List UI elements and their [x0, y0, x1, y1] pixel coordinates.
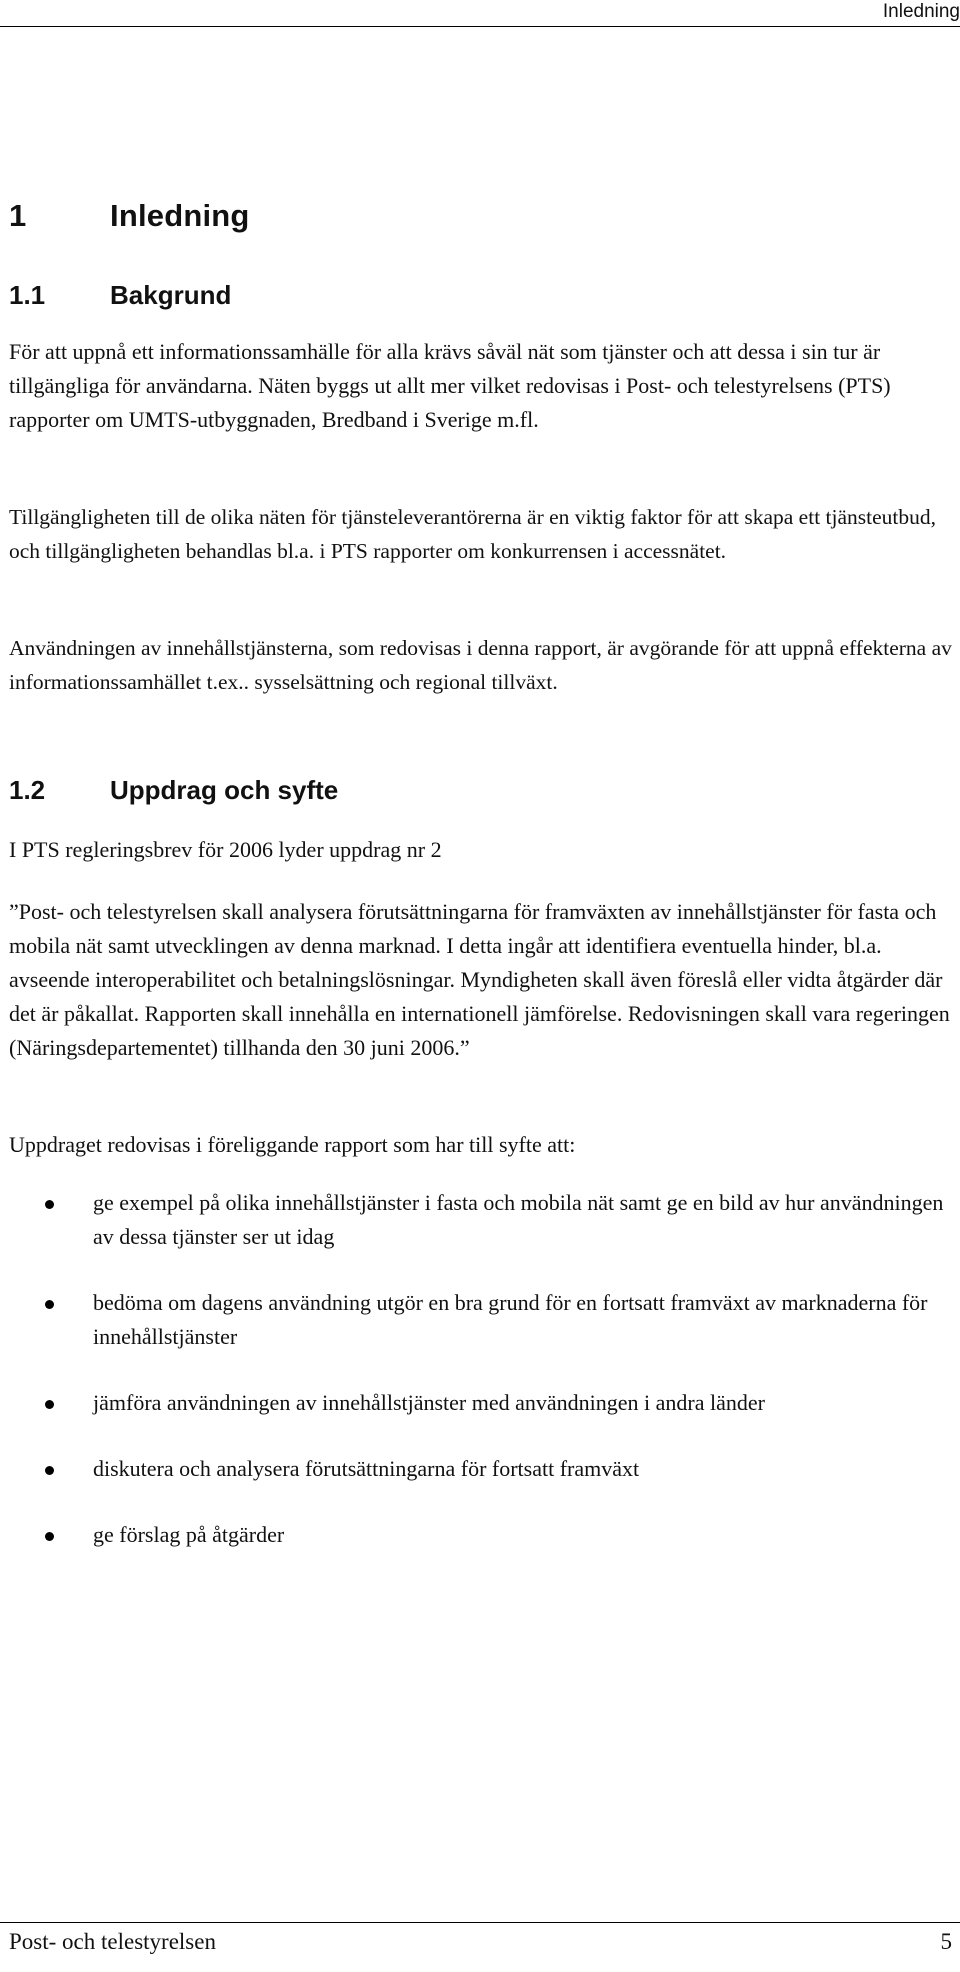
bullet-icon: [45, 1400, 54, 1409]
footer-publisher: Post- och telestyrelsen: [9, 1929, 216, 1954]
paragraph-uppdrag-intro: I PTS regleringsbrev för 2006 lyder uppdrag nr 2: [9, 837, 442, 862]
quote-regleringsbrev: ”Post- och telestyrelsen skall analysera förutsättningarna för framväxten av innehållstjänster för fasta och mobila nät samt utvecklingen av denna marknad. I detta ingår att identifiera eventuella hinder, bl.a. avseende interoperabilitet och betalningslösningar. Myndigheten skall även föreslå eller vidta åtgärder där det är påkallat. Rapporten skall innehålla en internationell jämförelse. Redovisningen skall vara regeringen (Näringsdepartementet) tillhanda den 30 juni 2006.”: [9, 899, 950, 1060]
bullet-icon: [45, 1466, 54, 1475]
section-heading-bakgrund: [9, 280, 231, 311]
list-item: diskutera och analysera förutsättningarna för fortsatt framväxt: [9, 1452, 954, 1486]
list-item: ge förslag på åtgärder: [9, 1518, 954, 1552]
bullet-icon: [45, 1200, 54, 1209]
paragraph-syfte-intro: Uppdraget redovisas i föreliggande rapport som har till syfte att:: [9, 1132, 576, 1157]
section-heading-uppdrag: [9, 775, 338, 806]
purpose-list: [9, 1186, 954, 1552]
list-item: bedöma om dagens användning utgör en bra grund för en fortsatt framväxt av marknaderna för innehållstjänster: [9, 1286, 954, 1354]
footer-page-number: 5: [940, 1929, 952, 1954]
bullet-icon: [45, 1300, 54, 1309]
paragraph-bakgrund-1: För att uppnå ett informationssamhälle för alla krävs såväl nät som tjänster och att dessa i sin tur är tillgängliga för användarna. Näten byggs ut allt mer vilket redovisas i Post- och telestyrelsens (PTS) rapporter om UMTS-utbyggnaden, Bredband i Sverige m.fl.: [9, 339, 891, 432]
list-item: jämföra användningen av innehållstjänster med användningen i andra länder: [9, 1386, 954, 1420]
chapter-heading: [9, 198, 250, 234]
list-item: ge exempel på olika innehållstjänster i fasta och mobila nät samt ge en bild av hur användningen av dessa tjänster ser ut idag: [9, 1186, 954, 1254]
paragraph-bakgrund-2: Tillgängligheten till de olika näten för tjänsteleverantörerna är en viktig faktor för att skapa ett tjänsteutbud, och tillgängligheten behandlas bl.a. i PTS rapporter om konkurrensen i accessnätet.: [9, 505, 937, 563]
paragraph-bakgrund-3: Användningen av innehållstjänsterna, som redovisas i denna rapport, är avgörande för att uppnå effekterna av informationssamhället t.ex.. sysselsättning och regional tillväxt.: [9, 636, 952, 694]
running-header: [0, 0, 960, 27]
section-title: Bakgrund: [110, 280, 232, 310]
running-header-title: Inledning: [882, 1, 960, 22]
section-title: Uppdrag och syfte: [110, 775, 339, 805]
chapter-number: 1: [9, 198, 27, 233]
bullet-icon: [45, 1532, 54, 1541]
chapter-title: Inledning: [110, 198, 250, 233]
section-number: 1.2: [9, 775, 46, 805]
footer-divider: [0, 1922, 960, 1923]
section-number: 1.1: [9, 280, 46, 310]
